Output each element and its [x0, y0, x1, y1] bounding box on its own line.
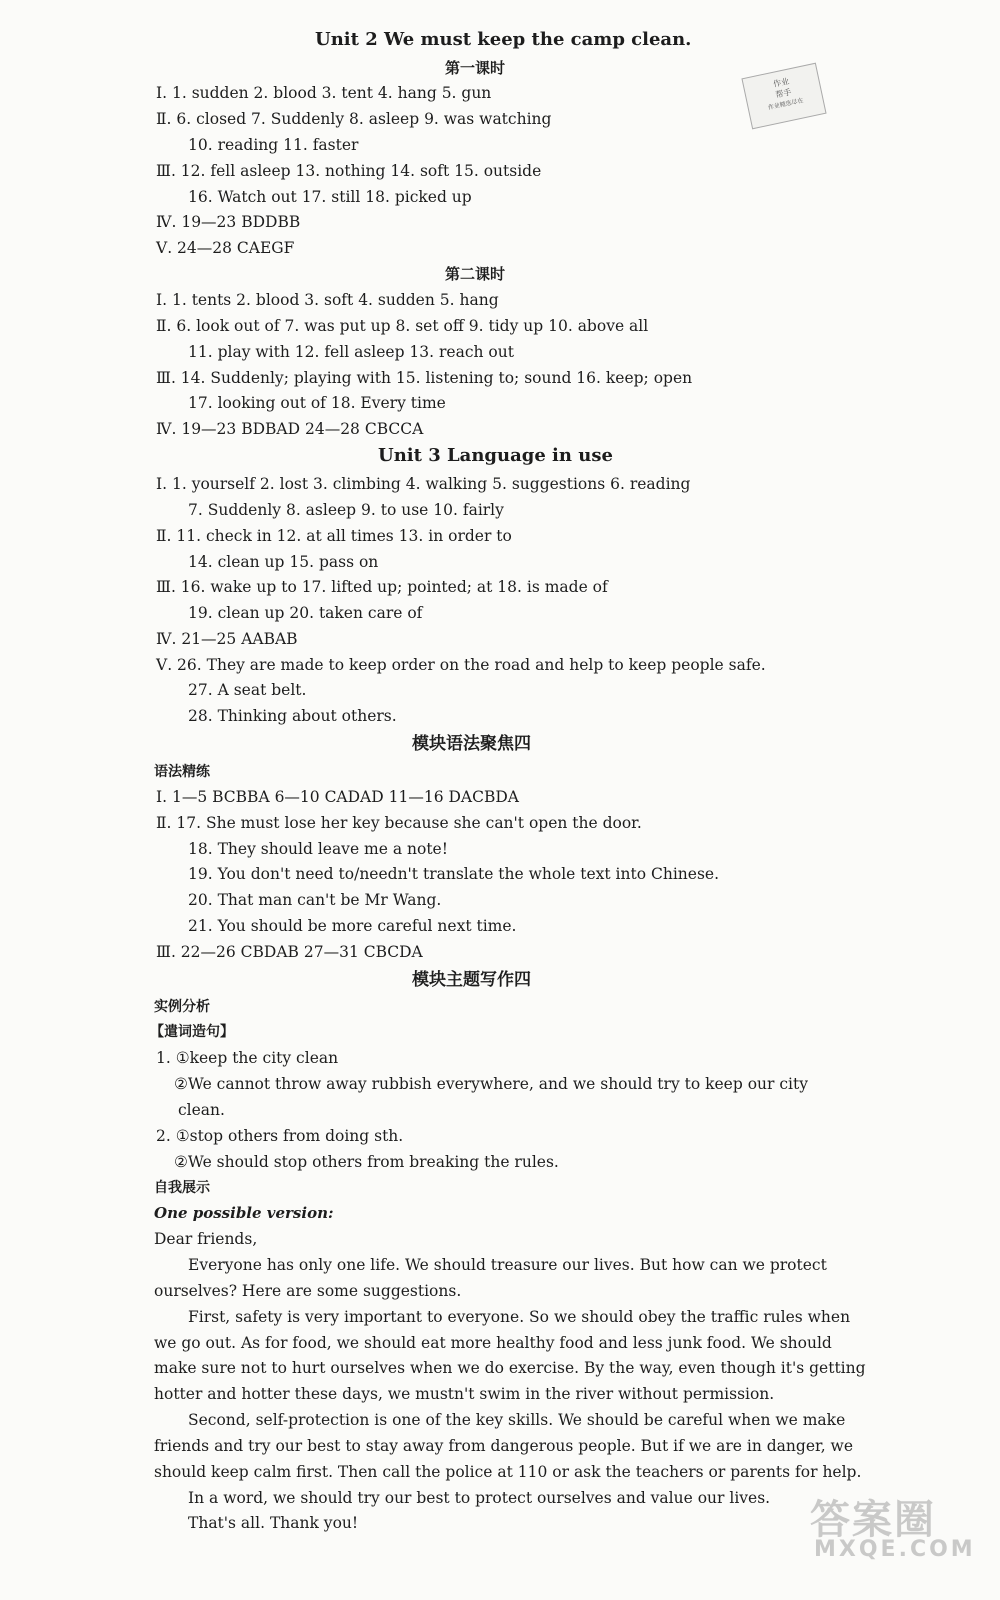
unit2-title: Unit 2 We must keep the camp clean. [315, 29, 692, 50]
grammar-subtitle: 语法精练 [154, 764, 210, 780]
answer-line: Ⅰ. 1—5 BCBBA 6—10 CADAD 11—16 DACBDA [156, 788, 519, 806]
answer-line: Ⅴ. 24—28 CAEGF [156, 239, 295, 257]
answer-line: Ⅳ. 19—23 BDBAD 24—28 CBCCA [156, 420, 424, 438]
essay-line: Dear friends, [154, 1230, 258, 1248]
watermark-logo: 答案圈 [810, 1497, 936, 1543]
answer-line: Ⅳ. 21—25 AABAB [156, 630, 298, 648]
example-label: 实例分析 [154, 999, 210, 1015]
stamp-text: 作业精选尽在 [767, 97, 805, 112]
essay-line: ourselves? Here are some suggestions. [154, 1282, 462, 1300]
writing-title: 模块主题写作四 [412, 970, 531, 990]
answer-line: 21. You should be more careful next time. [188, 917, 517, 935]
writing-line: clean. [178, 1101, 225, 1119]
answer-line: Ⅱ. 11. check in 12. at all times 13. in order to [156, 527, 512, 545]
answer-line: Ⅰ. 1. yourself 2. lost 3. climbing 4. walking 5. suggestions 6. reading [156, 475, 691, 493]
answer-line: 18. They should leave me a note! [188, 840, 448, 858]
answer-line: Ⅰ. 1. sudden 2. blood 3. tent 4. hang 5. gun [156, 84, 492, 102]
answer-line: Ⅲ. 22—26 CBDAB 27—31 CBCDA [156, 943, 423, 961]
essay-line: First, safety is very important to everyone. So we should obey the traffic rules when [188, 1308, 851, 1326]
stamp-text: 帮手 [774, 87, 793, 100]
essay-line: hotter and hotter these days, we mustn't swim in the river without permission. [154, 1385, 775, 1403]
essay-line: In a word, we should try our best to protect ourselves and value our lives. [188, 1489, 771, 1507]
self-label: 自我展示 [154, 1180, 210, 1196]
bracket-label: 【遣词造句】 [150, 1024, 234, 1040]
answer-line: Ⅲ. 14. Suddenly; playing with 15. listening to; sound 16. keep; open [156, 369, 693, 387]
writing-line: 1. ①keep the city clean [156, 1049, 339, 1067]
essay-line: make sure not to hurt ourselves when we do exercise. By the way, even though it's getting [154, 1359, 866, 1377]
answer-line: 10. reading 11. faster [188, 136, 359, 154]
grammar-title: 模块语法聚焦四 [412, 734, 531, 754]
answer-line: Ⅱ. 6. look out of 7. was put up 8. set off 9. tidy up 10. above all [156, 317, 649, 335]
essay-line: That's all. Thank you! [188, 1514, 359, 1532]
answer-line: 7. Suddenly 8. asleep 9. to use 10. fairly [188, 501, 504, 519]
answer-line: Ⅳ. 19—23 BDDBB [156, 213, 301, 231]
lesson2-title: 第二课时 [445, 265, 506, 283]
essay-line: should keep calm first. Then call the police at 110 or ask the teachers or parents for help. [154, 1463, 862, 1481]
answer-line: 17. looking out of 18. Every time [188, 394, 446, 412]
essay-line: friends and try our best to stay away from dangerous people. But if we are in danger, we [154, 1437, 853, 1455]
answer-line: Ⅰ. 1. tents 2. blood 3. soft 4. sudden 5. hang [156, 291, 499, 309]
answer-line: Ⅱ. 17. She must lose her key because she can't open the door. [156, 814, 642, 832]
lesson1-title: 第一课时 [445, 59, 506, 77]
unit3-title: Unit 3 Language in use [378, 445, 613, 466]
writing-line: ②We should stop others from breaking the rules. [174, 1153, 559, 1171]
answer-line: 28. Thinking about others. [188, 707, 397, 725]
writing-line: 2. ①stop others from doing sth. [156, 1127, 404, 1145]
essay-line: Second, self-protection is one of the key skills. We should be careful when we make [188, 1411, 846, 1429]
answer-line: 19. You don't need to/needn't translate the whole text into Chinese. [188, 865, 719, 883]
version-label: One possible version: [154, 1204, 334, 1222]
stamp-text: 作业 [772, 76, 790, 89]
answer-line: Ⅲ. 12. fell asleep 13. nothing 14. soft 15. outside [156, 162, 542, 180]
answer-line: 16. Watch out 17. still 18. picked up [188, 188, 472, 206]
answer-line: Ⅱ. 6. closed 7. Suddenly 8. asleep 9. was watching [156, 110, 552, 128]
stamp-image [741, 63, 826, 130]
answer-line: Ⅴ. 26. They are made to keep order on the road and help to keep people safe. [156, 656, 766, 674]
answer-line: 11. play with 12. fell asleep 13. reach out [188, 343, 514, 361]
answer-line: 27. A seat belt. [188, 681, 307, 699]
answer-line: Ⅲ. 16. wake up to 17. lifted up; pointed; at 18. is made of [156, 578, 608, 596]
answer-line: 20. That man can't be Mr Wang. [188, 891, 442, 909]
answer-line: 14. clean up 15. pass on [188, 553, 379, 571]
writing-line: ②We cannot throw away rubbish everywhere, and we should try to keep our city [174, 1075, 808, 1093]
watermark-url: MXQE.COM [814, 1537, 976, 1562]
essay-line: we go out. As for food, we should eat more healthy food and less junk food. We should [154, 1334, 832, 1352]
essay-line: Everyone has only one life. We should treasure our lives. But how can we protect [188, 1256, 827, 1274]
answer-line: 19. clean up 20. taken care of [188, 604, 423, 622]
